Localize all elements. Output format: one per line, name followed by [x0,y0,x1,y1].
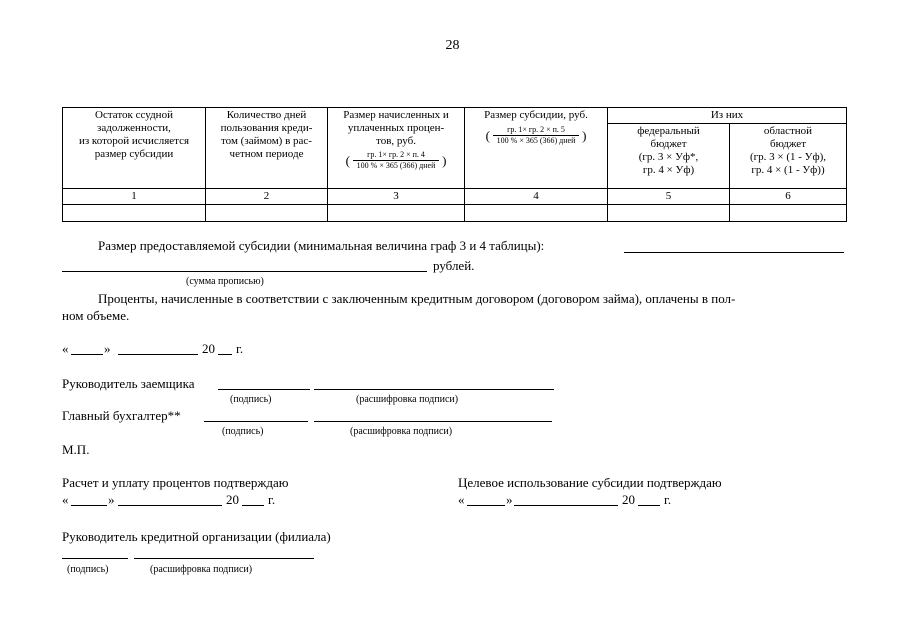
table-row-empty [63,205,847,222]
header-interest-amount: Размер начисленных и уплаченных процен- тов, руб. ( $\frac{гр. 1\times гр. 2 \times п. 4}{\text{100 \% × 365 (366) дней}}$ ) [328,108,465,189]
accountant-signature-blank[interactable] [204,421,308,422]
chief-accountant-label: Главный бухгалтер** [62,408,181,423]
table-row-numbers: 1 2 3 4 5 6 [63,189,847,205]
header-federal-budget: федеральный бюджет (гр. 3 × Уф*, гр. 4 × Уф) [608,124,730,189]
interest-paid-text-cont: ном объеме. [62,308,130,323]
subsidy-formula: $\frac{гр. 1\times гр. 2 \times п. 5}{\text{100 \% × 365 (366) дней}}$ [493,125,580,146]
confirm-target-month-blank[interactable] [514,505,618,506]
page-number: 28 [445,38,460,53]
subsidy-amount-blank[interactable] [624,252,844,253]
interest-formula: $\frac{гр. 1\times гр. 2 \times п. 4}{\text{100 \% × 365 (366) дней}}$ [353,150,440,171]
confirm-interest-day-blank[interactable] [71,505,107,506]
accountant-decoding-blank[interactable] [314,421,552,422]
subsidy-words-blank[interactable] [62,271,427,272]
stamp-place-label: М.П. [62,442,90,457]
header-loan-balance: Остаток ссудной задолженности, из которой исчисляется размер субсидии [63,108,206,189]
head-credit-org-label: Руководитель кредитной организации (филиала) [62,529,331,544]
subsidy-table [62,107,847,222]
subsidy-amount-label: Размер предоставляемой субсидии (минимальная величина граф 3 и 4 таблицы): [98,238,545,253]
head-borrower-label: Руководитель заемщика [62,376,195,391]
confirm-target-day-blank[interactable] [467,505,505,506]
sum-in-words-caption: (сумма прописью) [186,276,264,287]
credit-org-decoding-blank[interactable] [134,558,314,559]
header-group-of-them: Из них [608,108,847,124]
header-regional-budget: областной бюджет (гр. 3 × (1 - Уф), гр. 4 × (1 - Уф)) [730,124,847,189]
confirm-interest-label: Расчет и уплату процентов подтверждаю [62,475,289,490]
borrower-decoding-blank[interactable] [314,389,554,390]
borrower-signature-blank[interactable] [218,389,310,390]
date-year-blank[interactable] [218,354,232,355]
date-day-blank[interactable] [71,354,103,355]
date-month-blank[interactable] [118,354,198,355]
confirm-interest-year-blank[interactable] [242,505,264,506]
confirm-target-label: Целевое использование субсидии подтверждаю [458,475,722,490]
confirm-target-year-blank[interactable] [638,505,660,506]
confirm-interest-month-blank[interactable] [118,505,222,506]
header-subsidy-amount: Размер субсидии, руб. ( $\frac{гр. 1\times гр. 2 \times п. 5}{\text{100 \% × 365 (366) дней}}$ ) [465,108,608,189]
interest-paid-text: Проценты, начисленные в соответствии с заключенным кредитным договором (договором займа), оплачены в пол- [98,291,736,306]
header-days-count: Количество дней пользования креди- том (займом) в рас- четном периоде [206,108,328,189]
credit-org-signature-blank[interactable] [62,558,128,559]
rubles-label: рублей. [433,258,475,273]
